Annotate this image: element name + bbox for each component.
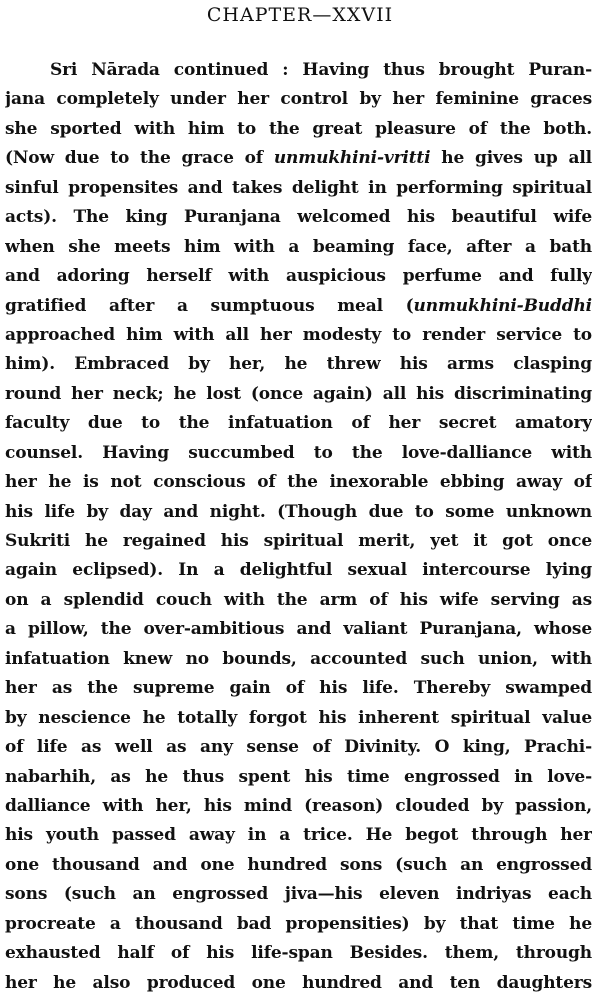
text-line: Sukriti he regained his spiritual merit, yet it got once	[5, 531, 592, 551]
text-line: counsel. Having succumbed to the love-dalliance with	[5, 442, 592, 463]
text-line: when she meets him with a beaming face, after a bath	[5, 236, 592, 257]
body-text	[5, 56, 592, 998]
text-line: nabarhih, as he thus spent his time engrossed in love-	[5, 766, 592, 787]
chapter-title: CHAPTER—XXVII	[206, 4, 394, 26]
text-line: and adoring herself with auspicious perfume and fully	[5, 266, 592, 287]
text-line: of life as well as any sense of Divinity. O king, Prachi-	[5, 737, 592, 758]
sanskrit-term: unmukhini-vritti	[273, 148, 431, 169]
text-line: her he is not conscious of the inexorable ebbing away of	[5, 472, 592, 493]
text-segment: he gives up all	[430, 148, 592, 169]
text-line: one thousand and one hundred sons (such an engrossed	[5, 854, 592, 875]
text-line: dalliance with her, his mind (reason) clouded by passion,	[5, 795, 592, 816]
text-line: sons (such an engrossed jiva—his eleven indriyas each	[5, 884, 592, 905]
text-line: by nescience he totally forgot his inherent spiritual value	[5, 707, 592, 728]
text-line: acts). The king Puranjana welcomed his beautiful wife	[5, 207, 592, 228]
text-line: approached him with all her modesty to render service to	[5, 324, 592, 345]
text-line: faculty due to the infatuation of her secret amatory	[5, 413, 592, 434]
text-line: him). Embraced by her, he threw his arms clasping	[5, 354, 592, 375]
text-line: exhausted half of his life-span Besides. them, through	[5, 943, 592, 964]
text-line	[5, 144, 592, 173]
text-line: jana completely under her control by her feminine graces	[5, 89, 592, 110]
text-line: a pillow, the over-ambitious and valiant Puranjana, whose	[5, 619, 592, 640]
text-line	[5, 292, 592, 321]
text-line: her as the supreme gain of his life. Thereby swamped	[5, 678, 592, 699]
text-line: his life by day and night. (Though due to some unknown	[5, 501, 592, 522]
text-line: her he also produced one hundred and ten daughters	[5, 972, 592, 993]
text-line: again eclipsed). In a delightful sexual intercourse lying	[5, 560, 592, 581]
text-line: round her neck; he lost (once again) all his discriminating	[5, 383, 592, 404]
text-line: procreate a thousand bad propensities) by that time he	[5, 913, 592, 934]
text-segment: gratified after a sumptuous meal (	[5, 295, 414, 316]
text-line: Sri Nārada continued : Having thus brought Puran-	[50, 60, 592, 80]
text-line: infatuation knew no bounds, accounted such union, with	[5, 648, 592, 669]
text-line: sinful propensites and takes delight in performing spiritual	[5, 177, 592, 198]
text-segment: (Now due to the grace of	[5, 148, 274, 169]
text-line: his youth passed away in a trice. He begot through her	[5, 825, 592, 846]
text-line: on a splendid couch with the arm of his wife serving as	[5, 589, 592, 610]
text-line: she sported with him to the great pleasure of the both.	[5, 118, 592, 139]
sanskrit-term: unmukhini-Buddhi	[413, 295, 592, 316]
